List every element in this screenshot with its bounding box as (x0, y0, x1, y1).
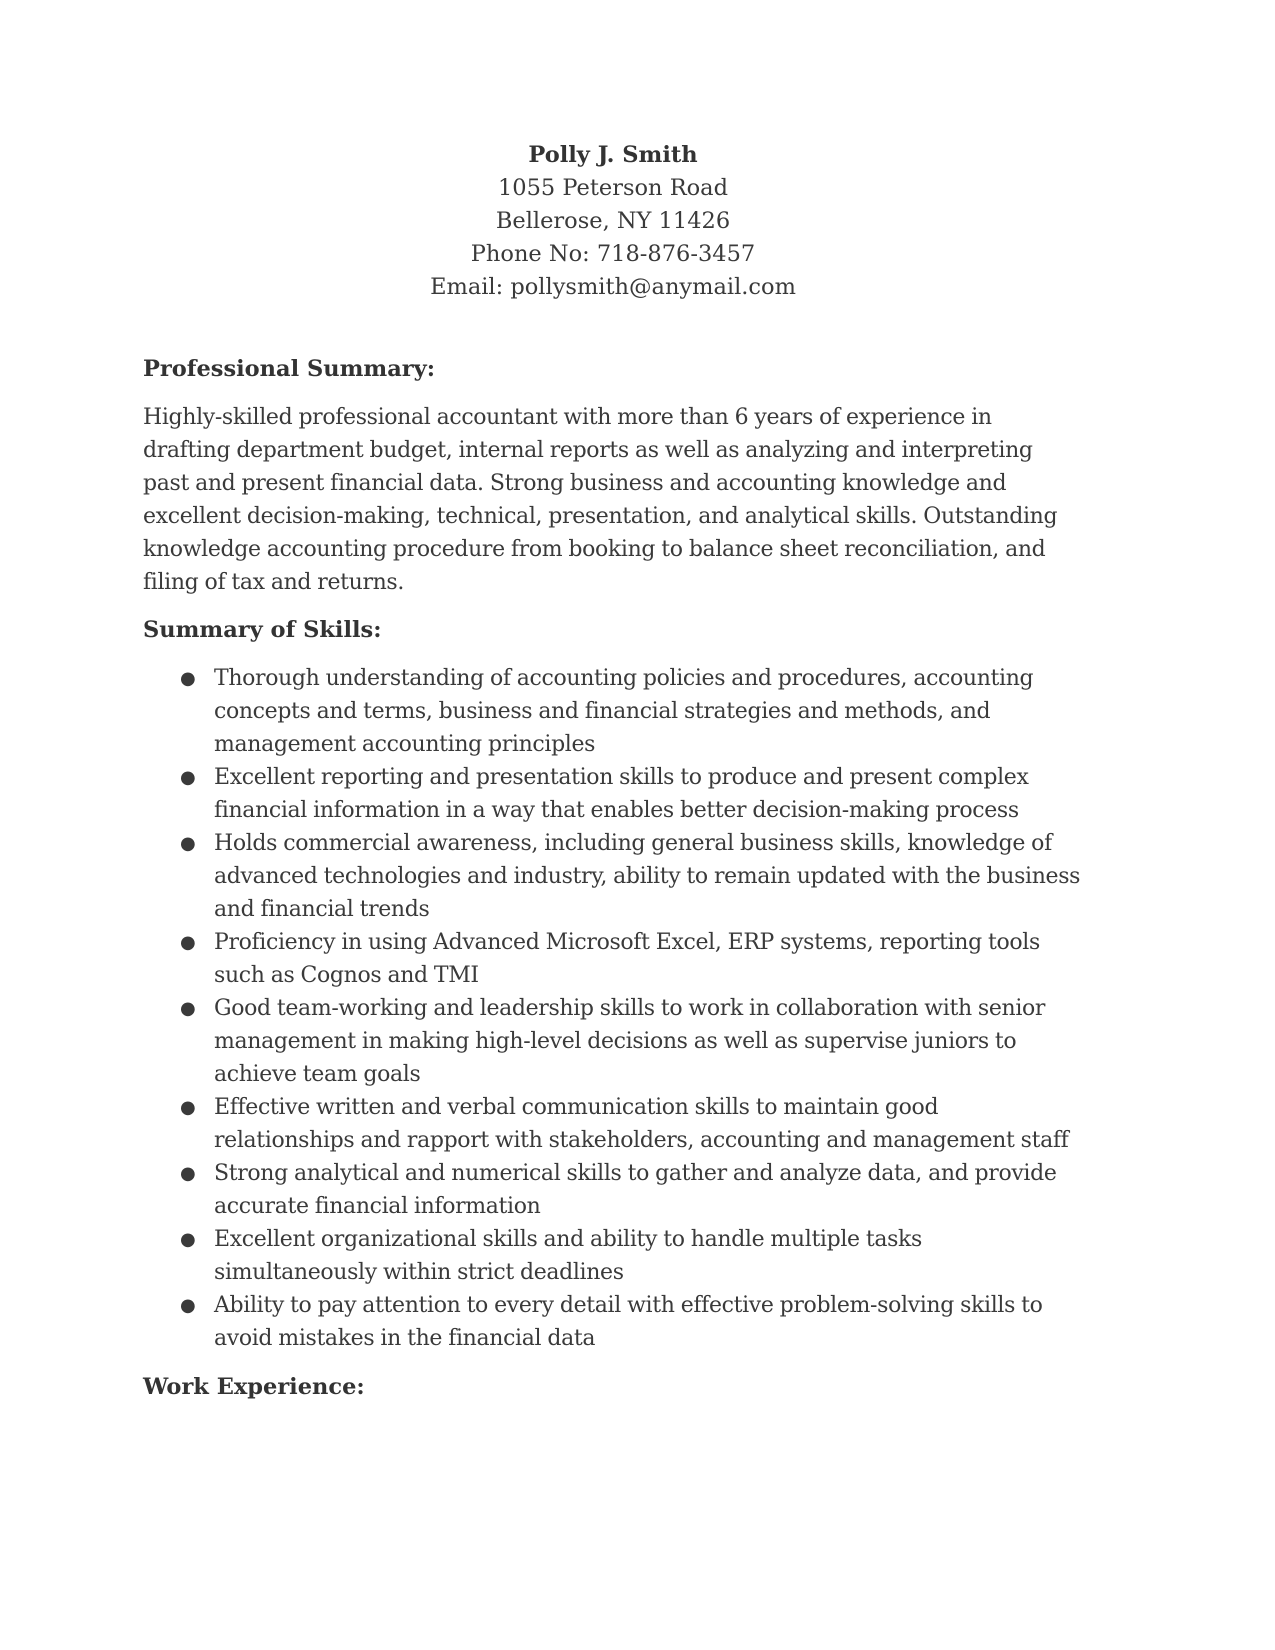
bullet-icon: ● (180, 1229, 196, 1250)
bullet-icon: ● (180, 833, 196, 854)
skill-item (143, 1157, 1083, 1223)
skill-item-text: Good team-working and leadership skills to work in collaboration with senior management in making high-level decisions as well as supervise juniors to achieve team goals (214, 996, 1046, 1087)
skill-item-text: Ability to pay attention to every detail with effective problem-solving skills to avoid mistakes in the financial data (214, 1293, 1043, 1351)
work-experience-heading: Work Experience: (143, 1374, 365, 1400)
skill-item (143, 1289, 1083, 1355)
skill-item (143, 662, 1083, 761)
phone-number: Phone No: 718-876-3457 (470, 241, 756, 267)
skill-item (143, 827, 1083, 926)
bullet-icon: ● (180, 932, 196, 953)
professional-summary-heading: Professional Summary: (143, 356, 436, 382)
bullet-icon: ● (180, 1163, 196, 1184)
bullet-icon: ● (180, 668, 196, 689)
skill-item-text: Strong analytical and numerical skills to gather and analyze data, and provide accurate financial information (214, 1161, 1057, 1219)
skill-item (143, 926, 1083, 992)
skill-item-text: Excellent reporting and presentation skills to produce and present complex financial information in a way that enables better decision-making process (214, 765, 1029, 823)
skills-summary-heading: Summary of Skills: (143, 617, 382, 643)
bullet-icon: ● (180, 1097, 196, 1118)
bullet-icon: ● (180, 1295, 196, 1316)
skills-list (143, 662, 1083, 1355)
address-line-1: 1055 Peterson Road (497, 175, 728, 201)
email-address: Email: pollysmith@anymail.com (430, 274, 796, 300)
skill-item (143, 992, 1083, 1091)
professional-summary-text: Highly-skilled professional accountant with more than 6 years of experience in drafting department budget, internal reports as well as analyzing and interpreting past and present financial data. Strong business and accounting knowledge and excellent decision-making, technical, presentation, and analytical skills. Outstanding knowledge accounting procedure from booking to balance sheet reconciliation, and filing of tax and returns. (143, 405, 1058, 595)
skill-item-text: Proficiency in using Advanced Microsoft Excel, ERP systems, reporting tools such as Cognos and TMI (214, 930, 1040, 988)
contact-header (143, 139, 1083, 304)
skill-item-text: Thorough understanding of accounting policies and procedures, accounting concepts and terms, business and financial strategies and methods, and management accounting principles (214, 666, 1034, 757)
bullet-icon: ● (180, 767, 196, 788)
resume-page (143, 139, 1083, 1404)
skill-item-text: Holds commercial awareness, including general business skills, knowledge of advanced technologies and industry, ability to remain updated with the business and financial trends (214, 831, 1081, 922)
skill-item (143, 1223, 1083, 1289)
skill-item (143, 761, 1083, 827)
address-line-2: Bellerose, NY 11426 (495, 208, 731, 234)
applicant-name: Polly J. Smith (528, 142, 698, 168)
skill-item (143, 1091, 1083, 1157)
skill-item-text: Effective written and verbal communication skills to maintain good relationships and rapport with stakeholders, accounting and management staff (214, 1095, 1069, 1153)
bullet-icon: ● (180, 998, 196, 1019)
skill-item-text: Excellent organizational skills and ability to handle multiple tasks simultaneously within strict deadlines (214, 1227, 922, 1285)
